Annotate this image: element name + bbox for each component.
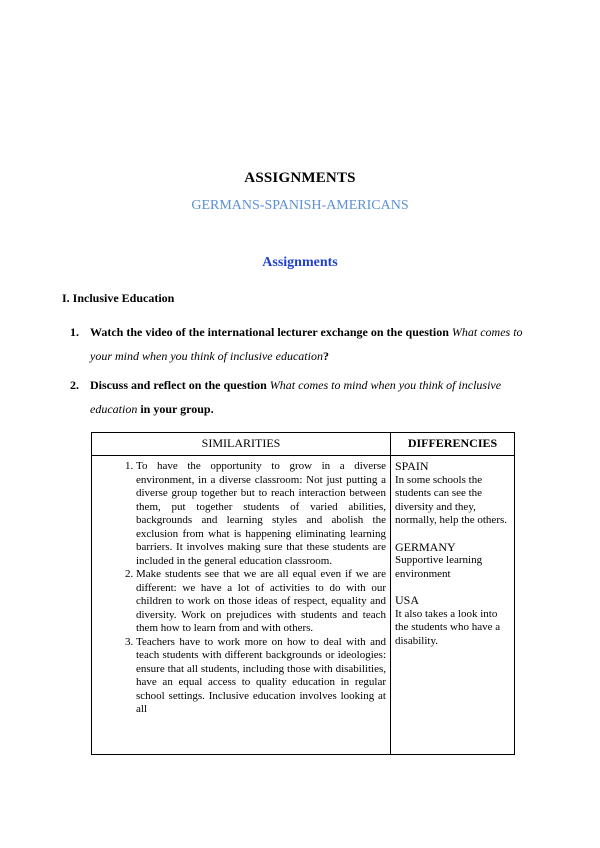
section-heading: Assignments: [262, 255, 338, 270]
question-1: [70, 320, 530, 368]
differences-header: DIFFERENCIES: [391, 433, 515, 456]
country-label: SPAIN: [395, 459, 429, 473]
question-number: 1.: [70, 325, 79, 339]
question-number: 2.: [70, 378, 79, 392]
comparison-table: [91, 432, 515, 755]
question-italic-text: What comes to your mind when you think of inclusive education: [90, 325, 523, 363]
question-italic-text: What comes to mind when you think of inclusive education: [90, 378, 502, 416]
question-bold-text: Watch the video of the international lecturer exchange on the question: [90, 325, 449, 339]
similarities-header: SIMILARITIES: [92, 433, 391, 456]
difference-germany: [395, 541, 510, 582]
table-header-row: [92, 433, 515, 456]
similarities-cell: [92, 456, 391, 755]
question-bold-text: Discuss and reflect on the question: [90, 378, 267, 392]
difference-text: It also takes a look into the students who have a disability.: [395, 607, 501, 647]
difference-text: In some schools the students can see the diversity and they, normally, help the others.: [395, 473, 508, 526]
country-label: GERMANY: [395, 539, 456, 554]
list-item: 2. Make students see that we are all equal even if we are different: we have a lot of activities to do with our children to work on those ideas of respect, equality and diversity. Work on prejudices with students and teach them how to learn from and with others.: [136, 568, 386, 636]
list-item: 1. To have the opportunity to grow in a diverse environment, in a diverse classroom: Not just putting a diverse group together but to reach interaction between them, put together students of varied abilities, backgrounds and learning styles and abolish the exclusion from what is happening eliminating learning barriers. It involves making sure that these students are included in the general education classroom.: [136, 460, 386, 568]
country-label: USA: [395, 593, 420, 607]
table-row: [92, 456, 515, 755]
document-title: ASSIGNMENTS: [244, 170, 356, 186]
document-subtitle: GERMANS-SPANISH-AMERICANS: [191, 198, 409, 213]
similarities-list: [96, 460, 386, 717]
question-tail: in your group.: [140, 402, 214, 416]
differences-cell: [391, 456, 515, 755]
part-heading: I. Inclusive Education: [62, 291, 175, 305]
list-item: 3. Teachers have to work more on how to deal with and teach students with different backgrounds or ideologies: ensure that all students, including those with disabilities, have an equal access to quality education in regular school settings. Inclusive education involves looking at all: [136, 636, 386, 717]
question-2: [70, 373, 530, 421]
difference-spain: [395, 460, 510, 528]
difference-usa: [395, 594, 510, 648]
question-tail: ?: [322, 349, 329, 363]
difference-text: Supportive learning environment: [395, 554, 483, 580]
